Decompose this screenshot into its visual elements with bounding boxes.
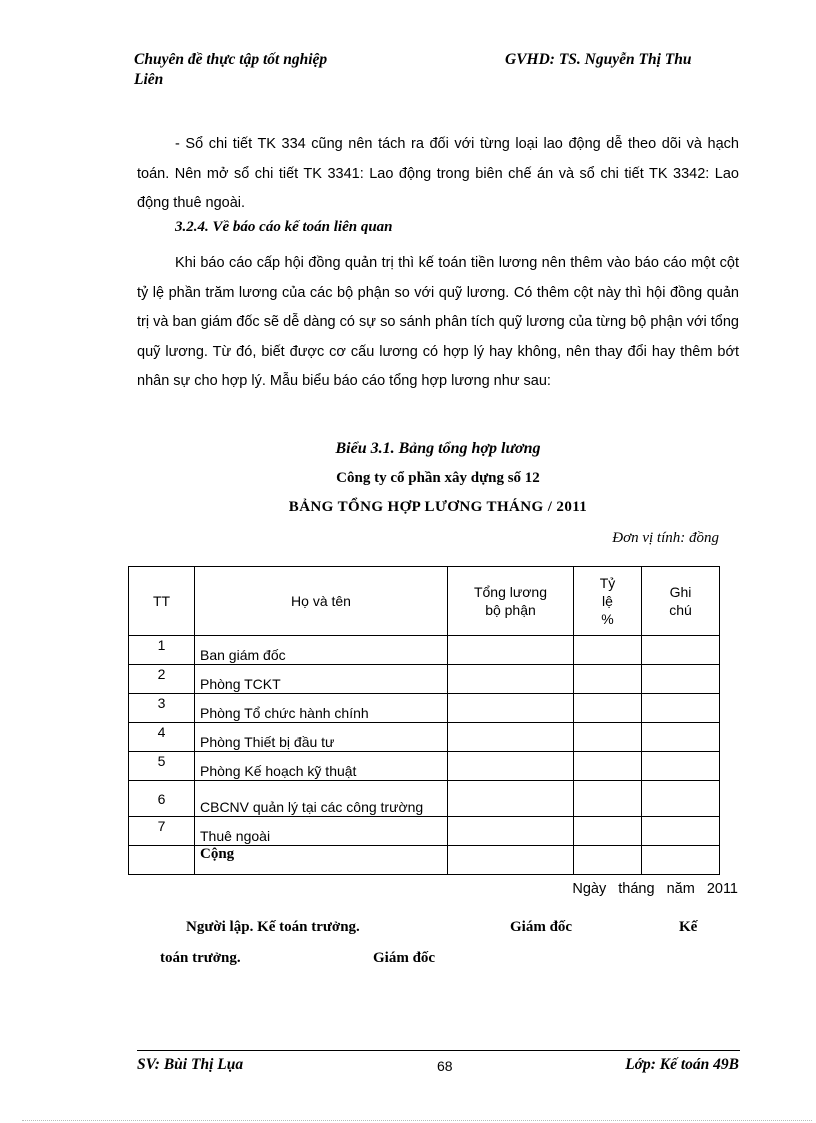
footer-class: Lớp: Kế toán 49B <box>625 1056 739 1073</box>
paragraph-report: Khi báo cáo cấp hội đồng quản trị thì kế toán tiền lương nên thêm vào báo cáo một cột tỷ lệ phần trăm lương của các bộ phận so với quỹ lương. Có thêm cột này thì hội đồng quản trị và ban giám đốc sẽ dễ dàng có sự so sánh phân tích quỹ lương của từng bộ phận với tổng quỹ lương. Từ đó, biết được cơ cấu lương có hợp lý hay không, nên thay đổi hay thêm bớt nhân sự cho hợp lý. Mẫu biểu báo cáo tổng hợp lương như sau: <box>137 255 739 389</box>
row-total-cell <box>448 665 574 694</box>
total-amount-cell <box>448 846 574 875</box>
row-note-cell <box>642 781 720 817</box>
header-thesis-line1: Chuyên đề thực tập tốt nghiệp <box>134 51 328 68</box>
row-name: Phòng Tổ chức hành chính <box>195 694 448 723</box>
row-note-cell <box>642 694 720 723</box>
row-tt: 6 <box>129 781 195 817</box>
row-tt: 2 <box>129 665 195 694</box>
col-header-ratio-label: Tỷ lệ % <box>599 575 616 627</box>
row-total-cell <box>448 723 574 752</box>
form-caption: Biểu 3.1. Bảng tổng hợp lương <box>335 440 541 457</box>
row-name: Phòng Thiết bị đầu tư <box>195 723 448 752</box>
col-header-ratio <box>574 567 642 636</box>
row-name: Phòng TCKT <box>195 665 448 694</box>
row-note-cell <box>642 752 720 781</box>
table-row <box>129 694 720 723</box>
row-ratio-cell <box>574 723 642 752</box>
header-thesis-title <box>134 50 327 90</box>
table-row <box>129 752 720 781</box>
row-ratio-cell <box>574 665 642 694</box>
row-tt: 5 <box>129 752 195 781</box>
table-header-row <box>129 567 720 636</box>
form-title: BẢNG TỔNG HỢP LƯƠNG THÁNG / 2011 <box>288 499 588 515</box>
signature-director: Giám đốc <box>510 919 573 935</box>
col-header-note <box>642 567 720 636</box>
row-tt: 7 <box>129 817 195 846</box>
section-heading: 3.2.4. Về báo cáo kế toán liên quan <box>175 219 393 235</box>
page-number: 68 <box>437 1058 453 1074</box>
row-name: Thuê ngoài <box>195 817 448 846</box>
total-tt-cell <box>129 846 195 875</box>
company-name: Công ty cổ phần xây dựng số 12 <box>336 470 540 486</box>
row-total-cell <box>448 752 574 781</box>
row-total-cell <box>448 781 574 817</box>
row-ratio-cell <box>574 752 642 781</box>
total-ratio-cell <box>574 846 642 875</box>
salary-summary-table <box>128 566 720 875</box>
date-line: Ngày tháng năm 2011 <box>572 881 738 897</box>
col-header-tt: TT <box>129 567 195 636</box>
table-row <box>129 781 720 817</box>
col-header-note-label: Ghi chú <box>669 584 692 618</box>
col-header-name: Họ và tên <box>195 567 448 636</box>
unit-label: Đơn vị tính: đồng <box>612 530 719 546</box>
row-name: Ban giám đốc <box>195 636 448 665</box>
row-name: Phòng Kế hoạch kỹ thuật <box>195 752 448 781</box>
signature-chief-accountant-end: toán trưởng. <box>160 950 241 966</box>
page-boundary <box>22 1120 812 1121</box>
header-supervisor: GVHD: TS. Nguyễn Thị Thu <box>505 51 692 68</box>
row-ratio-cell <box>574 781 642 817</box>
signature-preparer: Người lập. Kế toán trưởng. <box>186 919 360 935</box>
paragraph-ledger: - Sổ chi tiết TK 334 cũng nên tách ra đối với từng loại lao động dễ theo dõi và hạch toán. Nên mở sổ chi tiết TK 3341: Lao động trong biên chế án và sổ chi tiết TK 3342: Lao động thuê ngoài. <box>137 136 739 211</box>
row-note-cell <box>642 723 720 752</box>
col-header-total <box>448 567 574 636</box>
signature-chief-accountant-start: Kế <box>679 919 698 935</box>
row-ratio-cell <box>574 636 642 665</box>
row-total-cell <box>448 636 574 665</box>
footer-student: SV: Bùi Thị Lụa <box>137 1056 244 1073</box>
total-label: Cộng <box>195 846 448 875</box>
row-ratio-cell <box>574 694 642 723</box>
row-note-cell <box>642 636 720 665</box>
col-header-total-label: Tổng lương bộ phận <box>473 584 548 618</box>
row-total-cell <box>448 694 574 723</box>
header-thesis-line2: Liên <box>134 71 164 88</box>
row-ratio-cell <box>574 817 642 846</box>
table-total-row <box>129 846 720 875</box>
total-note-cell <box>642 846 720 875</box>
row-total-cell <box>448 817 574 846</box>
row-tt: 3 <box>129 694 195 723</box>
row-tt: 4 <box>129 723 195 752</box>
row-note-cell <box>642 817 720 846</box>
signature-director-2: Giám đốc <box>373 950 436 966</box>
table-row <box>129 636 720 665</box>
row-note-cell <box>642 665 720 694</box>
footer-divider <box>137 1050 740 1051</box>
row-name: CBCNV quản lý tại các công trường <box>195 781 448 817</box>
row-tt: 1 <box>129 636 195 665</box>
table-row <box>129 723 720 752</box>
table-row <box>129 665 720 694</box>
table-row <box>129 817 720 846</box>
